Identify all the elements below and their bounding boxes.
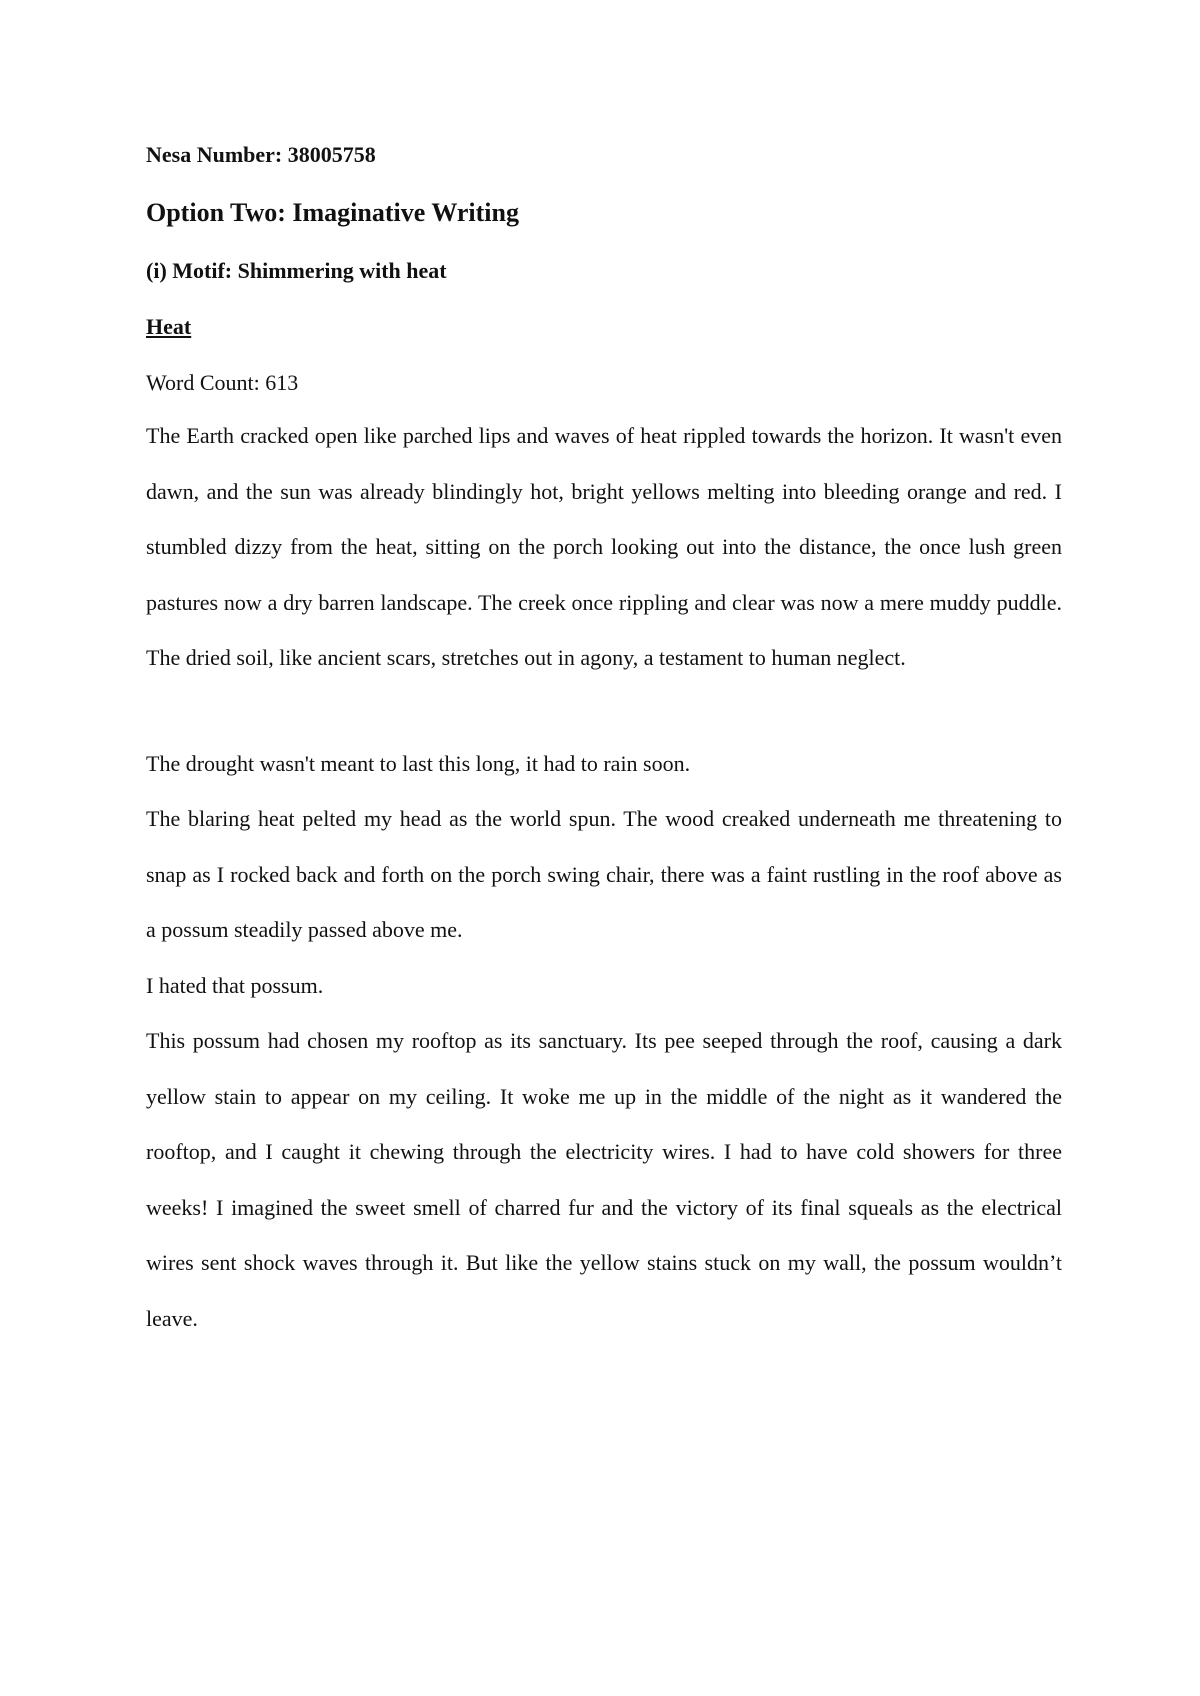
nesa-number: Nesa Number: 38005758 bbox=[146, 142, 376, 167]
story-title: Heat bbox=[146, 314, 192, 339]
paragraph: This possum had chosen my rooftop as its sanctuary. Its pee seeped through the roof, causing a dark yellow stain to appear on my ceiling. It woke me up in the middle of the night as it wandered the rooftop, and I caught it chewing through the electricity wires. I had to have cold showers for three weeks! I imagined the sweet smell of charred fur and the victory of its final squeals as the electrical wires sent shock waves through it. But like the yellow stains stuck on my wall, the possum wouldn’t leave. bbox=[146, 1028, 1062, 1331]
option-title: Option Two: Imaginative Writing bbox=[146, 198, 519, 227]
paragraph: The drought wasn't meant to last this long, it had to rain soon. bbox=[146, 750, 691, 776]
paragraph: I hated that possum. bbox=[146, 972, 324, 998]
paragraph: The blaring heat pelted my head as the world spun. The wood creaked underneath me threatening to snap as I rocked back and forth on the porch swing chair, there was a faint rustling in the roof above as a possum steadily passed above me. bbox=[146, 806, 1062, 942]
paragraph: The Earth cracked open like parched lips and waves of heat rippled towards the horizon. It wasn't even dawn, and the sun was already blindingly hot, bright yellows melting into bleeding orange and red. I stumbled dizzy from the heat, sitting on the porch looking out into the distance, the once lush green pastures now a dry barren landscape. The creek once rippling and clear was now a mere muddy puddle. The dried soil, like ancient scars, stretches out in agony, a testament to human neglect. bbox=[146, 423, 1062, 670]
document-content bbox=[146, 140, 1062, 1346]
word-count: Word Count: 613 bbox=[146, 370, 299, 395]
motif-line: (i) Motif: Shimmering with heat bbox=[146, 258, 447, 283]
